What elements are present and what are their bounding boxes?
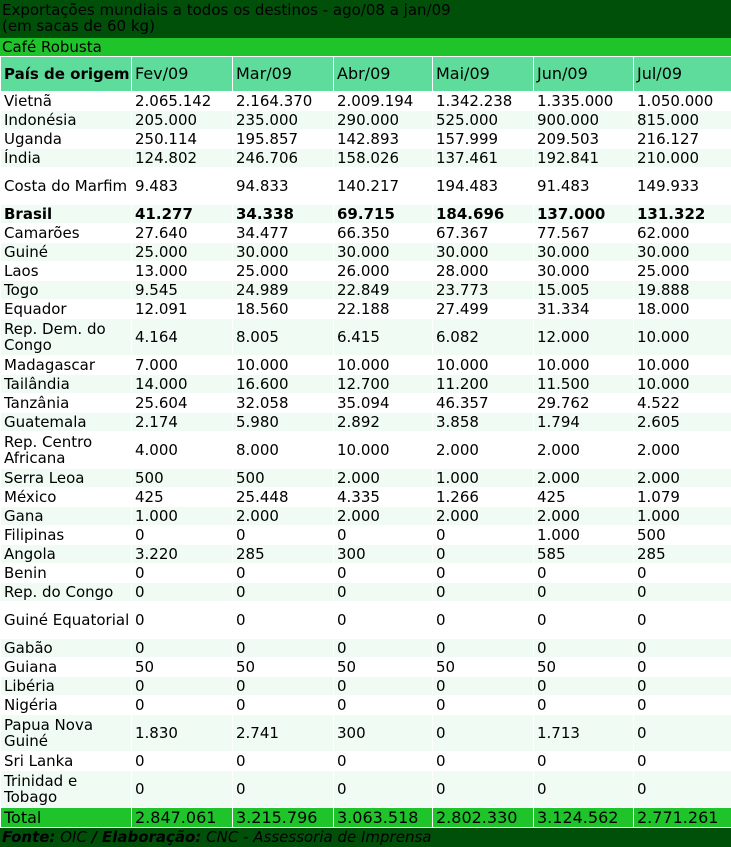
value-cell: 149.933: [634, 168, 731, 205]
table-row: [1, 149, 731, 168]
header-month: Jun/09: [534, 57, 634, 92]
country-cell: Uganda: [1, 130, 132, 149]
value-cell: 585: [534, 545, 634, 564]
country-cell: Rep. do Congo: [1, 583, 132, 602]
value-cell: 0: [433, 545, 534, 564]
table-row: [1, 564, 731, 583]
country-cell: Serra Leoa: [1, 469, 132, 488]
value-cell: 2.000: [334, 469, 433, 488]
country-cell: Guiné: [1, 243, 132, 262]
value-cell: 290.000: [334, 111, 433, 130]
value-cell: 0: [132, 583, 233, 602]
value-cell: 2.000: [433, 432, 534, 469]
table-row: [1, 771, 731, 808]
value-cell: 235.000: [233, 111, 334, 130]
country-cell: Rep. Centro Africana: [1, 432, 132, 469]
value-cell: 4.164: [132, 319, 233, 356]
value-cell: 210.000: [634, 149, 731, 168]
value-cell: 2.065.142: [132, 92, 233, 111]
value-cell: 0: [534, 677, 634, 696]
value-cell: 15.005: [534, 281, 634, 300]
value-cell: 29.762: [534, 394, 634, 413]
value-cell: 0: [634, 696, 731, 715]
value-cell: 50: [132, 658, 233, 677]
value-cell: 0: [634, 677, 731, 696]
table-row: [1, 658, 731, 677]
value-cell: 1.794: [534, 413, 634, 432]
country-cell: Guiné Equatorial: [1, 602, 132, 639]
value-cell: 0: [634, 564, 731, 583]
value-cell: 2.000: [634, 469, 731, 488]
value-cell: 2.000: [534, 432, 634, 469]
table-row: [1, 526, 731, 545]
value-cell: 34.338: [233, 205, 334, 224]
table-row: [1, 752, 731, 771]
total-value: 2.802.330: [433, 808, 534, 828]
table-row: [1, 300, 731, 319]
value-cell: 0: [534, 564, 634, 583]
value-cell: 0: [534, 696, 634, 715]
table-row: [1, 488, 731, 507]
value-cell: 0: [433, 696, 534, 715]
value-cell: 0: [534, 583, 634, 602]
table-row: [1, 111, 731, 130]
value-cell: 0: [334, 752, 433, 771]
value-cell: 0: [233, 771, 334, 808]
country-cell: Vietnã: [1, 92, 132, 111]
value-cell: 25.604: [132, 394, 233, 413]
value-cell: 19.888: [634, 281, 731, 300]
value-cell: 8.000: [233, 432, 334, 469]
value-cell: 25.000: [233, 262, 334, 281]
value-cell: 46.357: [433, 394, 534, 413]
table-row: [1, 545, 731, 564]
total-value: 3.124.562: [534, 808, 634, 828]
value-cell: 0: [334, 526, 433, 545]
value-cell: 194.483: [433, 168, 534, 205]
value-cell: 1.000: [132, 507, 233, 526]
value-cell: 0: [233, 602, 334, 639]
value-cell: 2.000: [534, 469, 634, 488]
country-cell: Papua Nova Guiné: [1, 715, 132, 752]
value-cell: 0: [433, 526, 534, 545]
header-month: Fev/09: [132, 57, 233, 92]
value-cell: 0: [334, 602, 433, 639]
value-cell: 2.741: [233, 715, 334, 752]
value-cell: 0: [233, 677, 334, 696]
value-cell: 91.483: [534, 168, 634, 205]
value-cell: 13.000: [132, 262, 233, 281]
table-row: [1, 602, 731, 639]
value-cell: 0: [233, 564, 334, 583]
value-cell: 0: [534, 639, 634, 658]
value-cell: 27.640: [132, 224, 233, 243]
country-cell: Rep. Dem. do Congo: [1, 319, 132, 356]
value-cell: 0: [132, 771, 233, 808]
table-row: [1, 224, 731, 243]
total-value: 3.215.796: [233, 808, 334, 828]
value-cell: 0: [634, 752, 731, 771]
value-cell: 157.999: [433, 130, 534, 149]
header-month: Mar/09: [233, 57, 334, 92]
footer-separator: /: [91, 828, 98, 846]
value-cell: 50: [233, 658, 334, 677]
table-row: [1, 356, 731, 375]
table-row: [1, 432, 731, 469]
value-cell: 2.605: [634, 413, 731, 432]
value-cell: 0: [634, 639, 731, 658]
value-cell: 2.000: [433, 507, 534, 526]
value-cell: 1.266: [433, 488, 534, 507]
table-row: [1, 262, 731, 281]
value-cell: 3.220: [132, 545, 233, 564]
value-cell: 24.989: [233, 281, 334, 300]
value-cell: 22.849: [334, 281, 433, 300]
value-cell: 67.367: [433, 224, 534, 243]
table-row: [1, 583, 731, 602]
value-cell: 0: [233, 526, 334, 545]
value-cell: 12.091: [132, 300, 233, 319]
total-value: 2.847.061: [132, 808, 233, 828]
value-cell: 0: [132, 677, 233, 696]
header-country: País de origem: [1, 57, 132, 92]
value-cell: 4.522: [634, 394, 731, 413]
value-cell: 2.000: [634, 432, 731, 469]
value-cell: 10.000: [233, 356, 334, 375]
value-cell: 124.802: [132, 149, 233, 168]
value-cell: 184.696: [433, 205, 534, 224]
title-line-2: (em sacas de 60 kg): [2, 17, 155, 35]
table-row: [1, 677, 731, 696]
header-month: Abr/09: [334, 57, 433, 92]
value-cell: 1.713: [534, 715, 634, 752]
value-cell: 0: [433, 771, 534, 808]
country-cell: Camarões: [1, 224, 132, 243]
value-cell: 209.503: [534, 130, 634, 149]
value-cell: 0: [334, 696, 433, 715]
value-cell: 0: [433, 602, 534, 639]
value-cell: 500: [634, 526, 731, 545]
value-cell: 0: [433, 752, 534, 771]
value-cell: 140.217: [334, 168, 433, 205]
value-cell: 195.857: [233, 130, 334, 149]
value-cell: 300: [334, 715, 433, 752]
value-cell: 50: [433, 658, 534, 677]
value-cell: 10.000: [334, 432, 433, 469]
country-cell: Guiana: [1, 658, 132, 677]
value-cell: 6.082: [433, 319, 534, 356]
header-month: Mai/09: [433, 57, 534, 92]
value-cell: 131.322: [634, 205, 731, 224]
country-cell: Libéria: [1, 677, 132, 696]
title-line-1: Exportações mundiais a todos os destinos - ago/08 a jan/09: [2, 1, 451, 19]
value-cell: 5.980: [233, 413, 334, 432]
country-cell: Brasil: [1, 205, 132, 224]
table-row: [1, 281, 731, 300]
value-cell: 0: [132, 564, 233, 583]
table-row: [1, 168, 731, 205]
source-label: Fonte:: [2, 828, 56, 846]
value-cell: 0: [433, 639, 534, 658]
exports-table: [0, 56, 731, 828]
value-cell: 10.000: [634, 375, 731, 394]
value-cell: 30.000: [334, 243, 433, 262]
value-cell: 26.000: [334, 262, 433, 281]
value-cell: 0: [334, 639, 433, 658]
value-cell: 50: [534, 658, 634, 677]
value-cell: 1.830: [132, 715, 233, 752]
value-cell: 62.000: [634, 224, 731, 243]
country-cell: México: [1, 488, 132, 507]
value-cell: 0: [534, 602, 634, 639]
value-cell: 34.477: [233, 224, 334, 243]
value-cell: 250.114: [132, 130, 233, 149]
value-cell: 66.350: [334, 224, 433, 243]
value-cell: 525.000: [433, 111, 534, 130]
value-cell: 50: [334, 658, 433, 677]
value-cell: 0: [334, 677, 433, 696]
value-cell: 0: [433, 715, 534, 752]
value-cell: 0: [634, 602, 731, 639]
value-cell: 2.000: [534, 507, 634, 526]
value-cell: 142.893: [334, 130, 433, 149]
value-cell: 1.000: [433, 469, 534, 488]
total-value: 2.771.261: [634, 808, 731, 828]
table-row: [1, 205, 731, 224]
table-row: [1, 639, 731, 658]
value-cell: 10.000: [634, 319, 731, 356]
table-row: [1, 394, 731, 413]
value-cell: 6.415: [334, 319, 433, 356]
value-cell: 12.700: [334, 375, 433, 394]
country-cell: Benin: [1, 564, 132, 583]
value-cell: 0: [334, 583, 433, 602]
value-cell: 1.342.238: [433, 92, 534, 111]
value-cell: 192.841: [534, 149, 634, 168]
value-cell: 285: [634, 545, 731, 564]
credit-name: CNC - Assessoria de Imprensa: [206, 828, 432, 846]
value-cell: 0: [233, 583, 334, 602]
value-cell: 12.000: [534, 319, 634, 356]
table-row: [1, 696, 731, 715]
value-cell: 137.461: [433, 149, 534, 168]
table-row: [1, 469, 731, 488]
value-cell: 2.000: [233, 507, 334, 526]
value-cell: 25.448: [233, 488, 334, 507]
value-cell: 0: [634, 583, 731, 602]
value-cell: 30.000: [433, 243, 534, 262]
table-row: [1, 375, 731, 394]
country-cell: Laos: [1, 262, 132, 281]
country-cell: Trinidad e Tobago: [1, 771, 132, 808]
value-cell: 69.715: [334, 205, 433, 224]
value-cell: 0: [634, 771, 731, 808]
value-cell: 0: [132, 602, 233, 639]
value-cell: 2.009.194: [334, 92, 433, 111]
value-cell: 77.567: [534, 224, 634, 243]
value-cell: 22.188: [334, 300, 433, 319]
source-footer: [0, 828, 731, 847]
value-cell: 2.892: [334, 413, 433, 432]
value-cell: 2.164.370: [233, 92, 334, 111]
table-row: [1, 319, 731, 356]
value-cell: 1.000: [634, 507, 731, 526]
value-cell: 0: [334, 564, 433, 583]
value-cell: 31.334: [534, 300, 634, 319]
value-cell: 7.000: [132, 356, 233, 375]
table-row: [1, 507, 731, 526]
value-cell: 1.079: [634, 488, 731, 507]
value-cell: 0: [433, 583, 534, 602]
value-cell: 28.000: [433, 262, 534, 281]
credit-label: Elaboração:: [101, 828, 202, 846]
value-cell: 158.026: [334, 149, 433, 168]
value-cell: 10.000: [634, 356, 731, 375]
table-row: [1, 92, 731, 111]
value-cell: 3.858: [433, 413, 534, 432]
source-name: OIC: [60, 828, 87, 846]
table-row: [1, 130, 731, 149]
header-row: [1, 57, 731, 92]
value-cell: 9.545: [132, 281, 233, 300]
value-cell: 815.000: [634, 111, 731, 130]
value-cell: 4.000: [132, 432, 233, 469]
report-title: [0, 0, 731, 38]
total-row: [1, 808, 731, 828]
country-cell: Sri Lanka: [1, 752, 132, 771]
value-cell: 1.000: [534, 526, 634, 545]
country-cell: Guatemala: [1, 413, 132, 432]
value-cell: 94.833: [233, 168, 334, 205]
value-cell: 0: [634, 658, 731, 677]
value-cell: 0: [433, 677, 534, 696]
value-cell: 11.200: [433, 375, 534, 394]
value-cell: 425: [534, 488, 634, 507]
country-cell: Tailândia: [1, 375, 132, 394]
table-row: [1, 243, 731, 262]
value-cell: 23.773: [433, 281, 534, 300]
total-label: Total: [1, 808, 132, 828]
table-body: [1, 92, 731, 808]
country-cell: Gabão: [1, 639, 132, 658]
value-cell: 500: [233, 469, 334, 488]
value-cell: 30.000: [634, 243, 731, 262]
value-cell: 500: [132, 469, 233, 488]
header-month: Jul/09: [634, 57, 731, 92]
value-cell: 16.600: [233, 375, 334, 394]
value-cell: 32.058: [233, 394, 334, 413]
value-cell: 246.706: [233, 149, 334, 168]
value-cell: 0: [233, 639, 334, 658]
value-cell: 8.005: [233, 319, 334, 356]
value-cell: 11.500: [534, 375, 634, 394]
table-row: [1, 715, 731, 752]
value-cell: 30.000: [534, 243, 634, 262]
value-cell: 425: [132, 488, 233, 507]
value-cell: 10.000: [334, 356, 433, 375]
country-cell: Madagascar: [1, 356, 132, 375]
country-cell: Indonésia: [1, 111, 132, 130]
value-cell: 9.483: [132, 168, 233, 205]
country-cell: Costa do Marfim: [1, 168, 132, 205]
total-value: 3.063.518: [334, 808, 433, 828]
value-cell: 0: [233, 696, 334, 715]
value-cell: 0: [132, 639, 233, 658]
value-cell: 2.174: [132, 413, 233, 432]
value-cell: 10.000: [433, 356, 534, 375]
value-cell: 0: [233, 752, 334, 771]
table-row: [1, 413, 731, 432]
value-cell: 14.000: [132, 375, 233, 394]
value-cell: 4.335: [334, 488, 433, 507]
value-cell: 0: [534, 752, 634, 771]
value-cell: 18.000: [634, 300, 731, 319]
value-cell: 18.560: [233, 300, 334, 319]
value-cell: 10.000: [534, 356, 634, 375]
value-cell: 285: [233, 545, 334, 564]
value-cell: 0: [634, 715, 731, 752]
value-cell: 25.000: [634, 262, 731, 281]
country-cell: Índia: [1, 149, 132, 168]
value-cell: 0: [132, 526, 233, 545]
value-cell: 25.000: [132, 243, 233, 262]
value-cell: 35.094: [334, 394, 433, 413]
value-cell: 137.000: [534, 205, 634, 224]
value-cell: 0: [132, 696, 233, 715]
value-cell: 900.000: [534, 111, 634, 130]
country-cell: Equador: [1, 300, 132, 319]
value-cell: 205.000: [132, 111, 233, 130]
value-cell: 27.499: [433, 300, 534, 319]
value-cell: 2.000: [334, 507, 433, 526]
value-cell: 0: [433, 564, 534, 583]
value-cell: 1.050.000: [634, 92, 731, 111]
country-cell: Togo: [1, 281, 132, 300]
value-cell: 300: [334, 545, 433, 564]
country-cell: Nigéria: [1, 696, 132, 715]
country-cell: Tanzânia: [1, 394, 132, 413]
value-cell: 0: [534, 771, 634, 808]
value-cell: 30.000: [534, 262, 634, 281]
coffee-type-label: Café Robusta: [0, 38, 731, 56]
value-cell: 1.335.000: [534, 92, 634, 111]
value-cell: 41.277: [132, 205, 233, 224]
country-cell: Filipinas: [1, 526, 132, 545]
country-cell: Angola: [1, 545, 132, 564]
country-cell: Gana: [1, 507, 132, 526]
value-cell: 30.000: [233, 243, 334, 262]
value-cell: 0: [132, 752, 233, 771]
value-cell: 0: [334, 771, 433, 808]
value-cell: 216.127: [634, 130, 731, 149]
